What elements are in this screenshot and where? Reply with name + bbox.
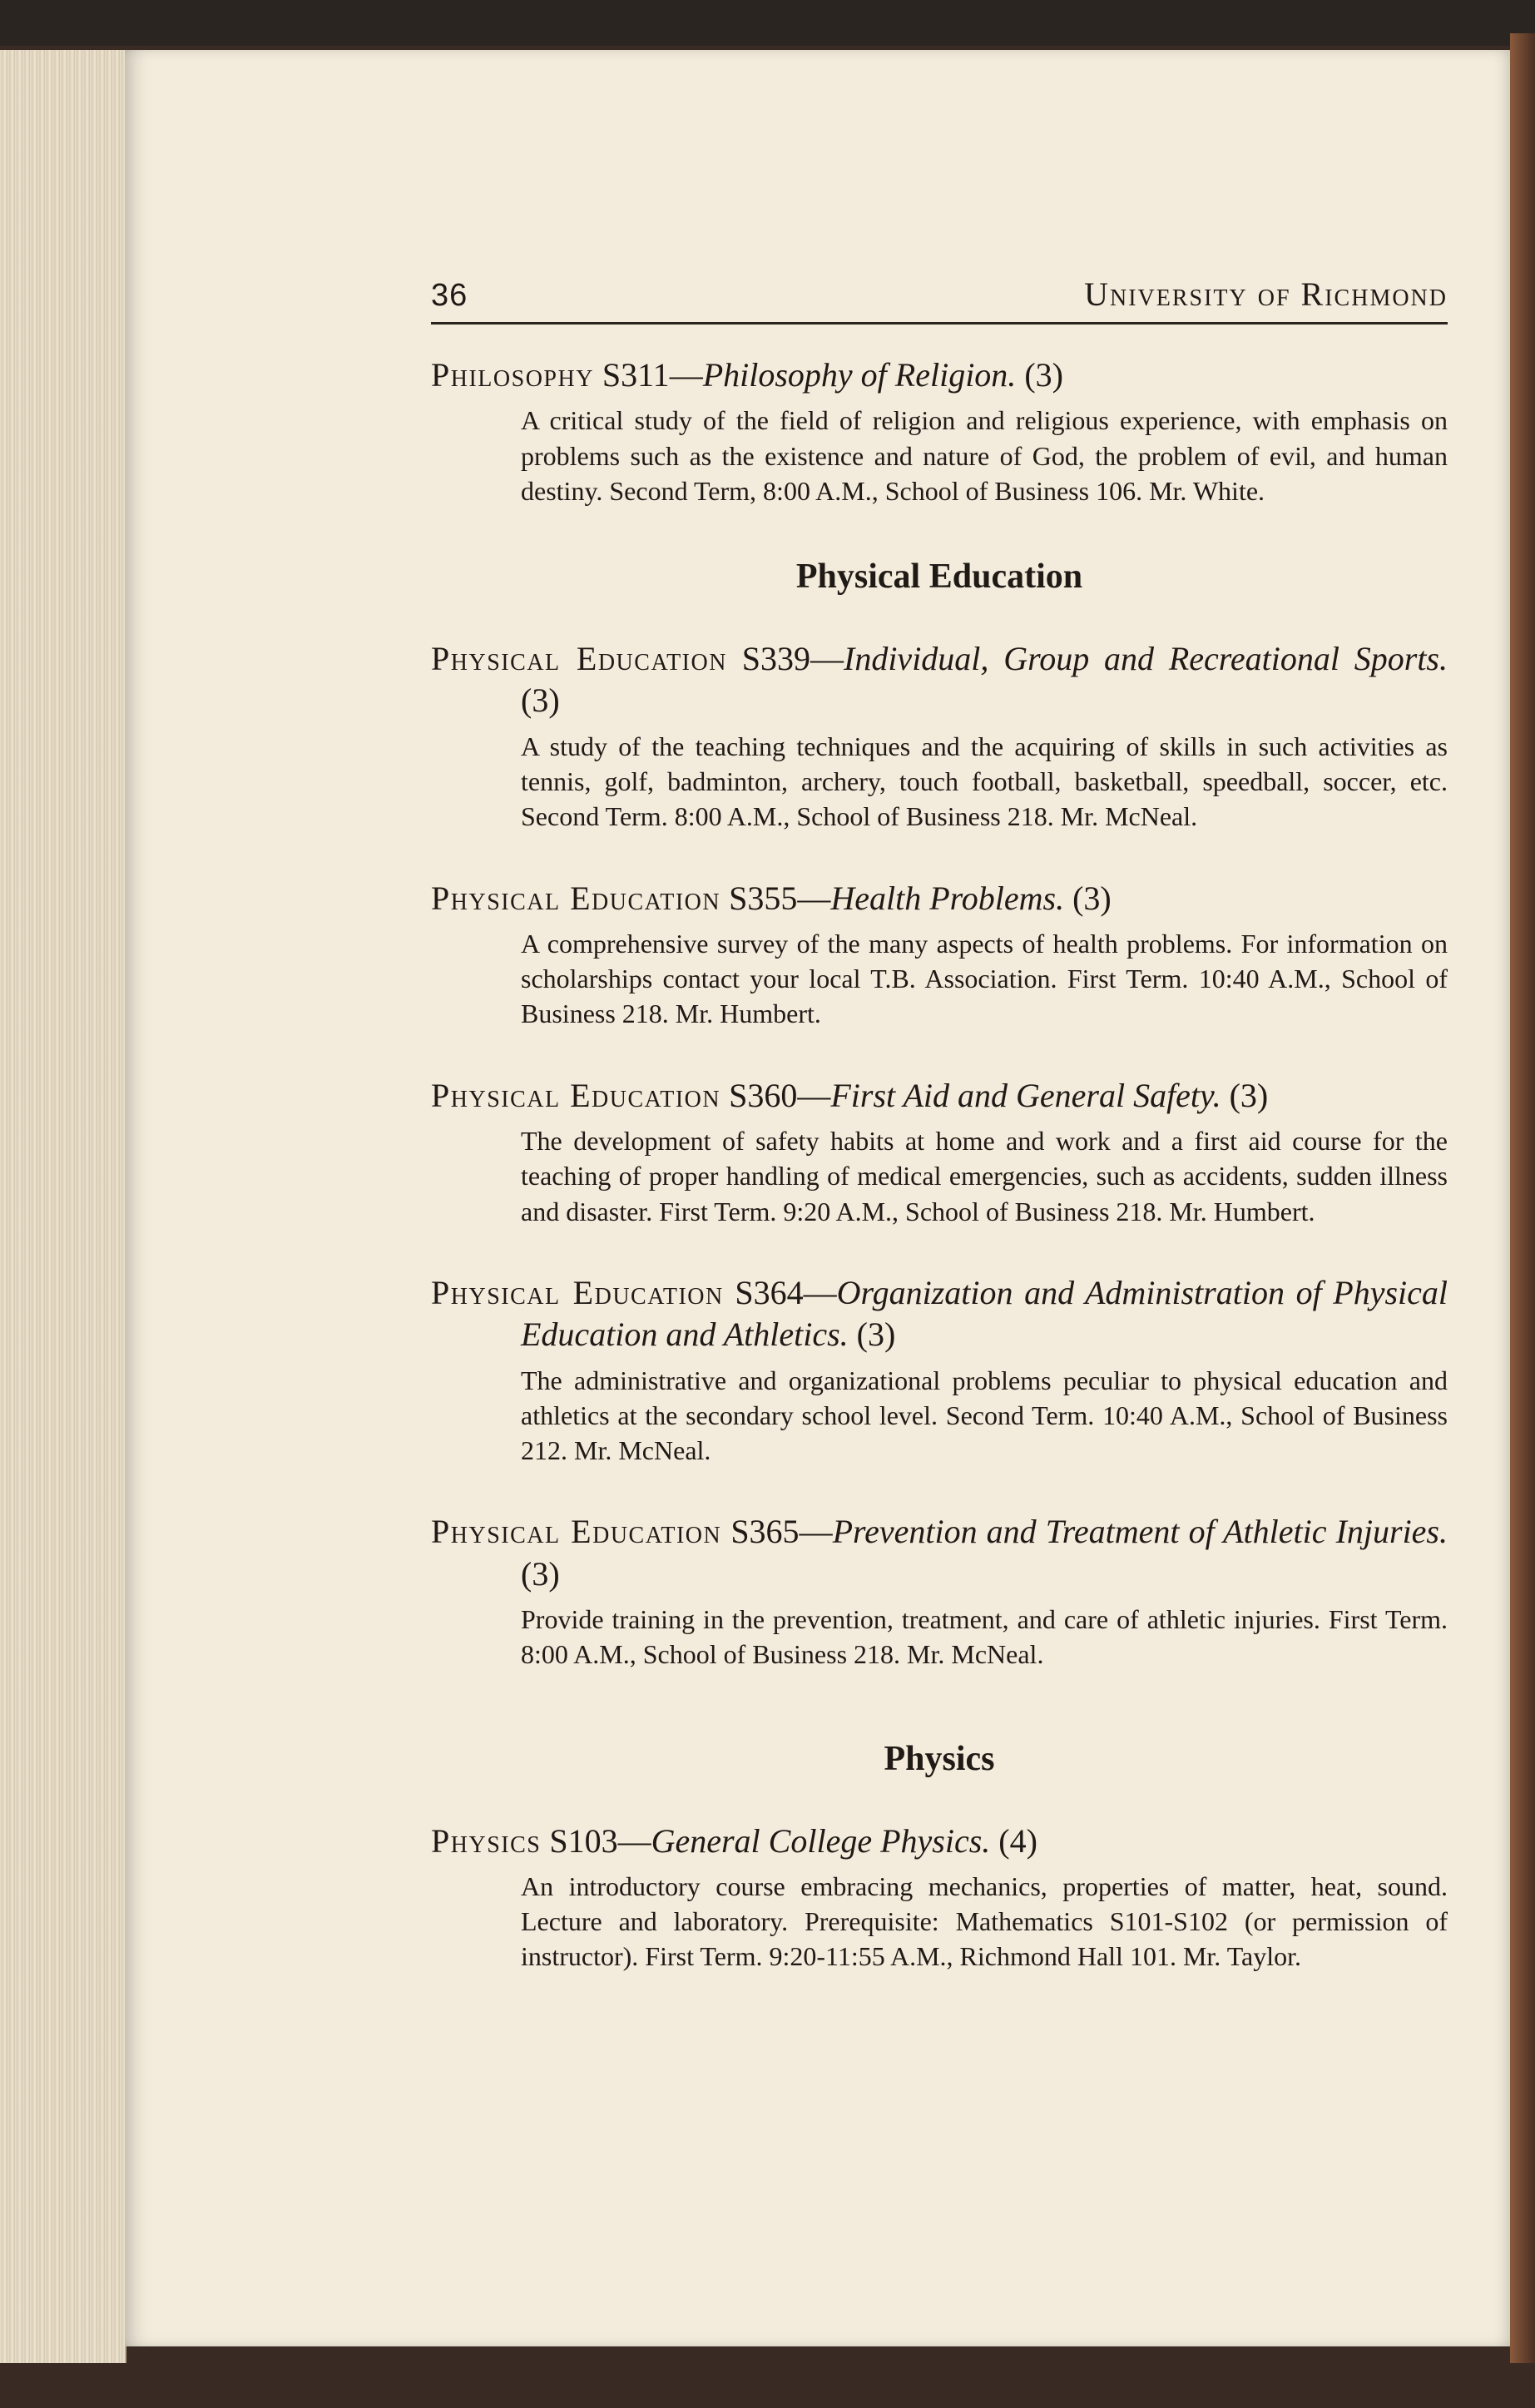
running-head bbox=[431, 275, 1448, 325]
page-number: 36 bbox=[431, 278, 468, 313]
course-number: S339 bbox=[741, 640, 810, 678]
course-title: Philosophy of Religion. bbox=[702, 356, 1017, 394]
course-title: Health Problems. bbox=[830, 879, 1065, 917]
course-number: S360 bbox=[729, 1076, 798, 1114]
course-title: General College Physics. bbox=[651, 1821, 991, 1860]
course-number: S355 bbox=[729, 879, 798, 917]
section-heading: Physical Education bbox=[795, 557, 1083, 597]
dash: — bbox=[799, 1513, 833, 1551]
course-credits: (3) bbox=[1229, 1076, 1269, 1114]
course-credits: (4) bbox=[998, 1821, 1037, 1860]
dash: — bbox=[617, 1821, 651, 1860]
course-dept: Physical Education bbox=[431, 640, 727, 678]
dash: — bbox=[669, 356, 703, 394]
page-edges bbox=[0, 50, 126, 2363]
course-title: Organization and Administration of Physical Education and Athletics. bbox=[521, 1273, 1448, 1354]
course-number: S311 bbox=[602, 356, 670, 394]
course-credits: (3) bbox=[1072, 879, 1112, 917]
dash: — bbox=[803, 1273, 837, 1311]
course-entry bbox=[431, 878, 1448, 1032]
course-number: S364 bbox=[735, 1273, 804, 1311]
dash: — bbox=[797, 1076, 831, 1114]
course-credits: (3) bbox=[1024, 356, 1063, 394]
course-credits: (3) bbox=[521, 1554, 560, 1593]
course-heading bbox=[431, 638, 1448, 722]
course-heading bbox=[431, 1075, 1448, 1117]
course-dept: Physics bbox=[431, 1821, 542, 1860]
course-entry bbox=[431, 1511, 1448, 1672]
course-description: A comprehensive survey of the many aspects of health problems. For information on scholarships contact your local T.B. Association. First Term. 10:40 A.M., School of Business 218. Mr. Humbert. bbox=[521, 928, 1448, 1029]
running-title: University of Richmond bbox=[1084, 275, 1448, 313]
course-description: A critical study of the field of religion and religious experience, with emphasis on problems such as the existence and nature of God, the problem of evil, and human destiny. Second Term, 8:00 A.M., School of Business 106. Mr. White. bbox=[521, 405, 1448, 506]
course-entry bbox=[431, 638, 1448, 834]
course-description: The administrative and organizational problems peculiar to physical education and athletics at the secondary school level. Second Term. 10:40 A.M., School of Business 212. Mr. McNeal. bbox=[521, 1365, 1448, 1466]
course-entry bbox=[431, 1821, 1448, 1974]
course-description: Provide training in the prevention, treatment, and care of athletic injuries. First Term. 8:00 A.M., School of Business 218. Mr. McNeal. bbox=[521, 1604, 1448, 1670]
course-entry bbox=[431, 1272, 1448, 1468]
page-content bbox=[431, 275, 1448, 1974]
course-heading bbox=[431, 1511, 1448, 1595]
course-dept: Physical Education bbox=[431, 1076, 721, 1114]
book-spine bbox=[1510, 33, 1535, 2363]
course-credits: (3) bbox=[856, 1315, 896, 1354]
course-heading bbox=[431, 878, 1448, 919]
course-dept: Physical Education bbox=[431, 1273, 724, 1311]
course-credits: (3) bbox=[521, 681, 560, 720]
section-heading: Physics bbox=[884, 1739, 995, 1778]
course-number: S365 bbox=[730, 1513, 800, 1551]
dash: — bbox=[810, 640, 844, 678]
course-description: An introductory course embracing mechanics, properties of matter, heat, sound. Lecture and laboratory. Prerequisite: Mathematics S101-S102 (or permission of instructor). First Term. 9:20-11:55 A.M., Richmond Hall 101. Mr. Taylor. bbox=[521, 1870, 1448, 1972]
course-dept: Physical Education bbox=[431, 1513, 722, 1551]
course-entry bbox=[431, 1075, 1448, 1229]
course-heading bbox=[431, 1821, 1448, 1862]
course-description: A study of the teaching techniques and the acquiring of skills in such activities as tennis, golf, badminton, archery, touch football, basketball, speedball, soccer, etc. Second Term. 8:00 A.M., School of Business 218. Mr. McNeal. bbox=[521, 731, 1448, 832]
course-dept: Physical Education bbox=[431, 879, 721, 917]
course-dept: Philosophy bbox=[431, 356, 594, 394]
course-title: Prevention and Treatment of Athletic Injuries. bbox=[832, 1513, 1448, 1551]
course-number: S103 bbox=[549, 1821, 618, 1860]
course-description: The development of safety habits at home and work and a first aid course for the teaching of proper handling of medical emergencies, such as accidents, sudden illness and disaster. First Term. 9:20 A.M., School of Business 218. Mr. Humbert. bbox=[521, 1126, 1448, 1226]
course-title: First Aid and General Safety. bbox=[830, 1076, 1221, 1114]
course-heading bbox=[431, 1272, 1448, 1356]
course-heading bbox=[431, 354, 1448, 396]
course-title: Individual, Group and Recreational Sports. bbox=[844, 640, 1448, 678]
dash: — bbox=[797, 879, 831, 917]
course-entry bbox=[431, 354, 1448, 508]
